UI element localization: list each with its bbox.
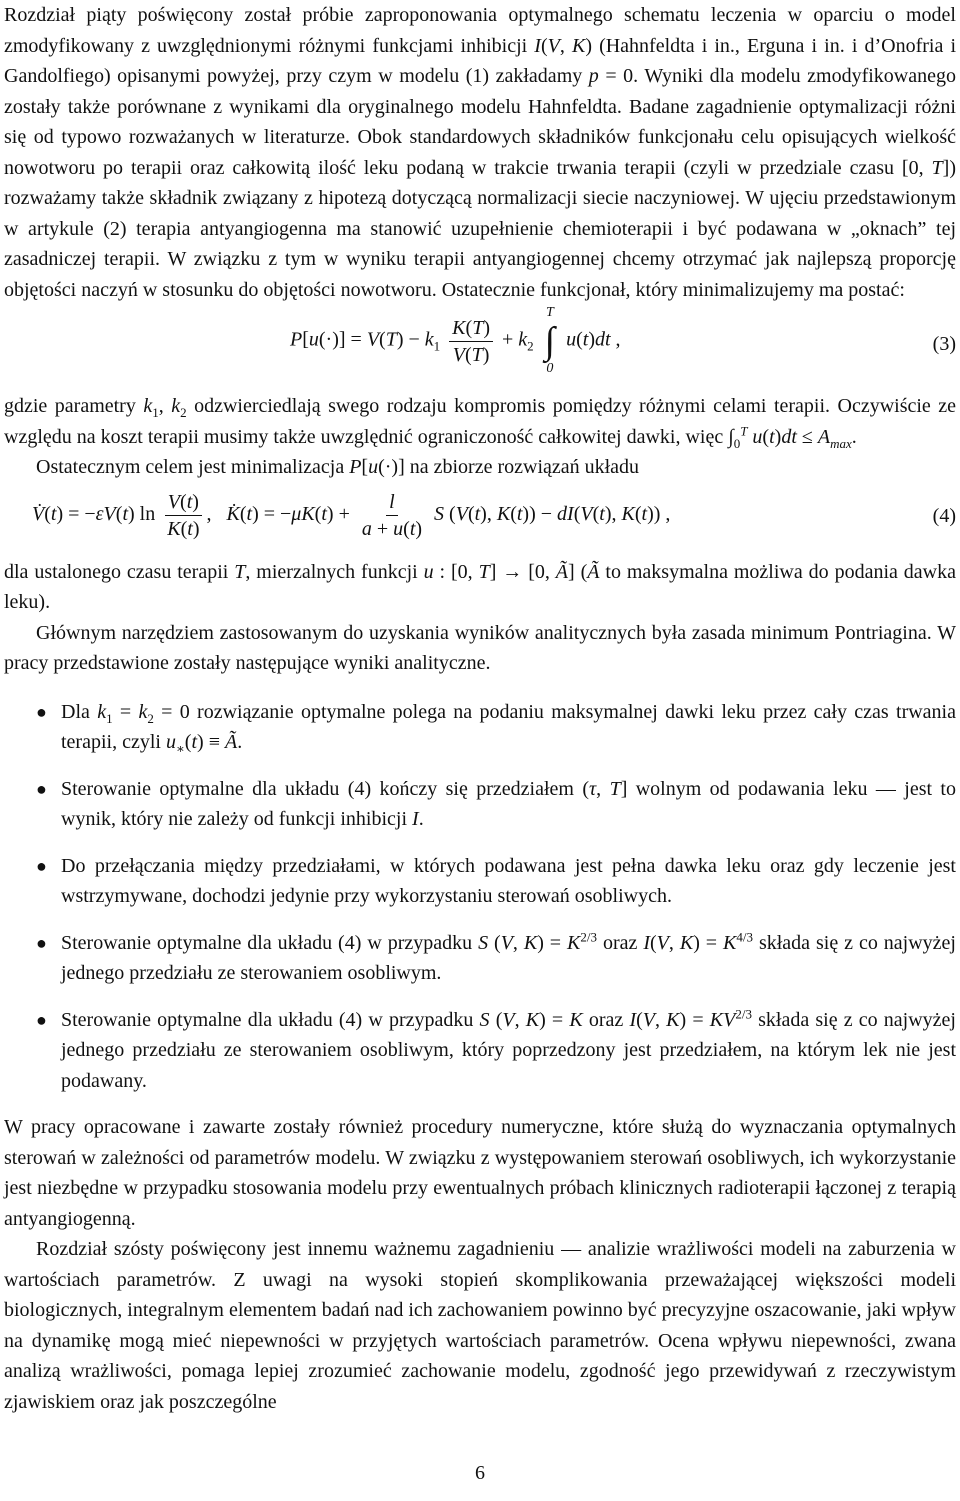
list-item: ● Sterowanie optymalne dla układu (4) w przypadku S (V, K) = K oraz I(V, $K) = KV^{2/3}$ składa się z co najwyżej jednego przedziału ze sterowaniem osobliwym, który poprzedzony jest przedziałem, na którym lek nie jest podawany. [36,1005,956,1092]
list-item [4,851,956,912]
paragraph-chapter-five: Rozdział piąty poświęcony został próbie zaproponowania optymalnego schematu leczenia w oparciu o model zmodyfikowany z uwzględnionymi różnymi funkcjami inhibicji I(V, K) (Hahnfeldta i in., Erguna i in. i d’Onofria i Gandolfiego) opisanymi powyżej, przy czym w modelu (1) zakładamy p = 0. Wyniki dla modelu zmodyfikowanego zostały także porównane z wynikami dla oryginalnego modelu Hahnfeldta. Badane zagadnienie optymalizacji różni się od typowo rozważanych w literaturze. Obok standardowych składników funkcjonału celu opisujących wielkość nowotworu po terapii oraz całkowitą ilość leku podaną w trakcie trwania terapii (czyli w przedziale czasu [0, T]) rozważamy także składnik związany z hipotezą dotyczącą normalizacji siecie naczyniowej. W ujęciu przedstawionym w artykule (2) terapia antyangiogenna ma stanowić uzupełnienie chemioterapii i być podawana w „oknach” tej zasadniczej terapii. W związku z tym w wyniku terapii antyangiogennej chcemy otrzymać jak najlepszą proporcję objętości naczyń w stosunku do objętości nowotworu. Ostatecznie funkcjonał, który minimalizujemy ma postać: [4,4,957,301]
paragraph-pontryagin: Głównym narzędziem zastosowanym do uzyskania wyników analitycznych była zasada minimum Pontriagina. W pracy przedstawione zostały następujące wyniki analityczne. [4,621,956,674]
list-item-text: Do przełączania między przedziałami, w których podawana jest pełna dawka leku oraz gdy leczenie jest wstrzymywane, dochodzi jedynie przy wykorzystaniu sterowań osobliwych. [61,854,956,907]
paragraph-chapter-six: Rozdział szósty poświęcony jest innemu ważnemu zagadnieniu — analizie wrażliwości modeli na zaburzenia w wartościach parametrów. Z uwagi na wysoki stopień skomplikowania przeważającej większości modeli biologicznych, integralnym elementem badań nad ich zachowaniem powinno być precyzyjne oszacowanie, jaki wpływ na dynamikę mogą mieć niepewności w przyjętych wartościach parametrów. Ocena wpływu niepewności, zwana analizą wrażliwości, pomaga lepiej zrozumieć zachowanie modelu, zgodność jego przewidywań z rzeczywistym zjawiskiem oraz jak poszczególne [4,1238,956,1413]
paragraph-numerical: W pracy opracowane i zawarte zostały również procedury numeryczne, które służą do wyznaczania optymalnych sterowań w zależności od parametrów modelu. W związku z występowaniem sterowań osobliwych, ich wykorzystanie jest niezbędne w przypadku stosowania modelu przy ewentualnych próbach klinicznych radioterapii łączonej z terapią antyangiogenną. [4,1116,956,1230]
list-item: ● Dla $k_1 = k_2 = 0$ rozwiązanie optymalne polega na podaniu maksymalnej dawki leku przez cały czas trwania terapii, czyli $u_∗(t)$ ≡ Ã. [4,697,956,758]
bullet-icon: ● [36,932,47,953]
bullet-icon: ● [36,701,47,722]
paragraph-fixed-time: dla ustalonego czasu terapii T, mierzalnych funkcji u : [0, T] → [0, Ã] (Ã to maksymalna możliwa do podania dawka leku). [4,560,956,613]
bullet-icon: ● [36,855,47,876]
bullet-icon: ● [36,778,47,799]
page-number: 6 [475,1462,485,1484]
equation-3-number: (3) [932,333,956,355]
bullet-icon: ● [36,1009,47,1030]
list-item: ● Sterowanie optymalne dla układu (4) kończy się przedziałem (τ, T] wolnym od podawania leku — jest to wynik, który nie zależy od funkcji inhibicji I. [4,774,956,835]
results-list [4,697,956,1097]
list-item: ● Sterowanie optymalne dla układu (4) w przypadku S (V, $K) = K^{2/3}$ oraz I(V, $K) = K^{4/3}$ składa się z co najwyżej jednego przedziału ze sterowaniem osobliwym. [36,928,956,984]
equation-4: V̇(t) = −εV(t) ln $\frac{V(t)}{K(t)}$ , K̇(t) = −μK(t) + $\frac{l}{a + u(t)}$ S (V(t), K(t)) − dI(V(t), K(t)) , (4) [32,490,956,540]
equation-3: $P[u(\cdot)] = V(T) - k_1$ $\frac{K(T)}{V(T)}$ + $k_2$ T ∫ 0 u(t)dt , (3) [290,305,956,376]
paragraph-parameters: gdzie parametry $k_1$, $k_2$ odzwierciedlają swego rodzaju kompromis pomiędzy różnymi celami terapii. Oczywiście ze względu na koszt terapii musimy także uwzględnić ograniczoność całkowitej dawki, więc $\int_0^T$ $u(t)dt \le A_{max}$. [4,395,957,451]
paragraph-goal: Ostatecznym celem jest minimalizacja P[u(·)] na zbiorze rozwiązań układu [36,456,640,478]
equation-4-number: (4) [932,504,956,527]
